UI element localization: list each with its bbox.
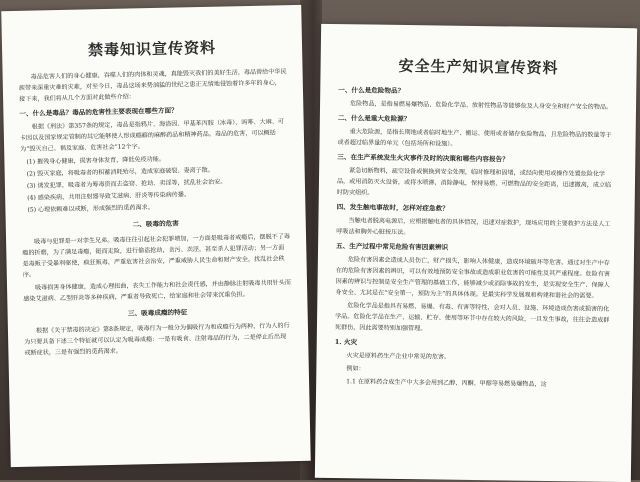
paragraph: 重大危险源，是指长期地或者临时地生产、搬运、使用或者储存危险物品，且危险物品的数量等于或者超过临界量的单元（包括场所和设施）。	[337, 128, 612, 148]
section-heading: 三、在生产系统发生火灾事件及时的决策和哪些内容报告？	[337, 153, 509, 164]
section-heading: 五、生产过程中常见危险有害因素辨识	[336, 242, 449, 252]
section-heading: 一、什么是危险物品？	[338, 86, 405, 95]
paragraph: 火灾是原料药生产企业中常见的危害。	[346, 352, 451, 361]
paragraph: 危险化学品是指具有易燃、易爆、有毒、有害等特性，会对人员、设施、环境造成伤害或损害的化学品。危险化学品在生产、运输、贮存、使用等环节中存在较大的风险，一旦发生事故，往往会造成群死群伤，因此需要特别加强管理。	[334, 302, 610, 333]
page-body	[3, 66, 309, 359]
section-heading: 一、什么是毒品？毒品的危害性主要表现在哪些方面？	[19, 106, 178, 118]
list-item: (4) 感染疾病，共用注射器导致艾滋病、肝炎等传染病传播。	[27, 191, 191, 202]
subsection-heading: 1. 火灾	[334, 338, 358, 347]
list-item: (1) 摧残身心健康，损害身体发育，降低免疫功能。	[26, 155, 166, 166]
list-item: (3) 诱发犯罪，吸毒者为筹毒资而去盗窃、抢劫、卖淫等，扰乱社会治安。	[26, 178, 227, 190]
paragraph: 吸毒与犯罪是一对孪生兄弟。吸毒往往引起社会犯罪增加，一方面是吸毒者戒瘾后，摆脱不了毒瘾的折磨，为了满足毒瘾，铤而走险，进行偷盗抢劫，贪污、卖淫，甚至杀人犯罪活动；另一方面是毒贩子受暴利驱使，疯狂贩毒，严重危害社会治安，严重威胁人民生命和财产安全，扰乱社会秩序。	[22, 233, 291, 279]
page-body	[316, 85, 636, 391]
paragraph: 例如：	[346, 365, 365, 373]
intro-paragraph: 毒品危害人们的身心健康，吞噬人们的肉体和灵魂，真能毁灭我们的美好生活，毒品曾给中华民族带来深重灾难的灾难，对至今日，毒品这场来势汹猛的世纪之患正无情地侵蚀着许多年的身心，接下来，我们将从几个方面对此做些介绍：	[18, 68, 287, 103]
paragraph: 危险物品，是指易燃易爆物品、危险化学品、放射性物品等能够危及人身安全和财产安全的物品。	[350, 100, 613, 111]
list-item: (2) 毁灭家庭，将吸毒者的积蓄消耗殆尽，造成家庭破裂、妻离子散。	[26, 166, 215, 178]
paragraph: 当触电者脱离电源后，应根据触电者的具体情况，迅速对症救护，现场应用的主要救护方法是人工呼吸法和胸外心脏按压法。	[336, 217, 611, 237]
paragraph: 吸毒损害身体健康，造成心理扭曲，丧失工作能力和社会责任感，并由静脉注射吸毒共用针头而感染艾滋病、乙型肝炎等多种疾病，严重者导致死亡，给家庭和社会带来沉重负担。	[23, 279, 292, 303]
left-document-page	[1, 5, 310, 467]
section-heading: 四、发生触电事故时，怎样对症急救？	[336, 203, 449, 213]
page-title: 禁毒知识宣传资料	[87, 38, 217, 60]
list-item: (5) 心理依赖难以戒断，形成强烈的觅药渴求。	[27, 204, 154, 214]
paragraph: 根据《刑法》第357条的规定，毒品是指鸦片、海洛因、甲基苯丙胺（冰毒）、吗啡、大麻、可卡因以及国家规定管制的其它能够使人形成瘾癖的麻醉药品和精神药品。毒品的危害，可以概括为“毁灭自己、祸及家庭、危害社会”12个字。	[19, 118, 285, 153]
right-document-page	[315, 24, 637, 482]
paragraph: 根据《关于禁毒的决定》第8条规定，吸毒行为一般分为偶吸行为和成瘾行为两种，行为人的行为只要具备下述三个特征就可以认定为吸毒成瘾：一是有吸食、注射毒品的行为，二是停止后出现戒断症状，三是有强烈的觅药渴求。	[24, 322, 290, 357]
paragraph: 危险有害因素会造成人员伤亡，财产损失，影响人体健康，造成环境破坏等危害。通过对生产中存在的危险有害因素的辨识，可以有效地预防安全事故或造成职业危害的可能性及其严重程度。危险有害因素的辨识与控制是安全生产管理的基础工作，能够减少或消除事故的发生，是实现安全生产、保障人身安全、尤其是在“安全第一，预防为主”的具体体现。是最实科学发展观和构建和谐社会的需要。	[335, 256, 610, 300]
page-title: 安全生产知识宣传资料	[398, 56, 559, 78]
section-heading: 二、吸毒的危害	[132, 219, 179, 229]
section-heading: 三、吸毒成瘾的特征	[127, 308, 188, 318]
paragraph: 1.1 在原料药合成生产中大多会用到乙醇、丙酮、甲醇等易燃易爆物品，这	[346, 378, 547, 388]
paragraph: 紧急切断物料，疏空设备或倒换到安全处理，临时修理和固堵，或经向使用或操作处置危险化学品，或用消防灭火设备，或将水喷淋，消除静电，保持易燃、可燃物品的安全距离，迅速撤离，成立临时防灾组织。	[336, 167, 612, 197]
section-heading: 二、什么是重大危险源？	[337, 114, 411, 124]
